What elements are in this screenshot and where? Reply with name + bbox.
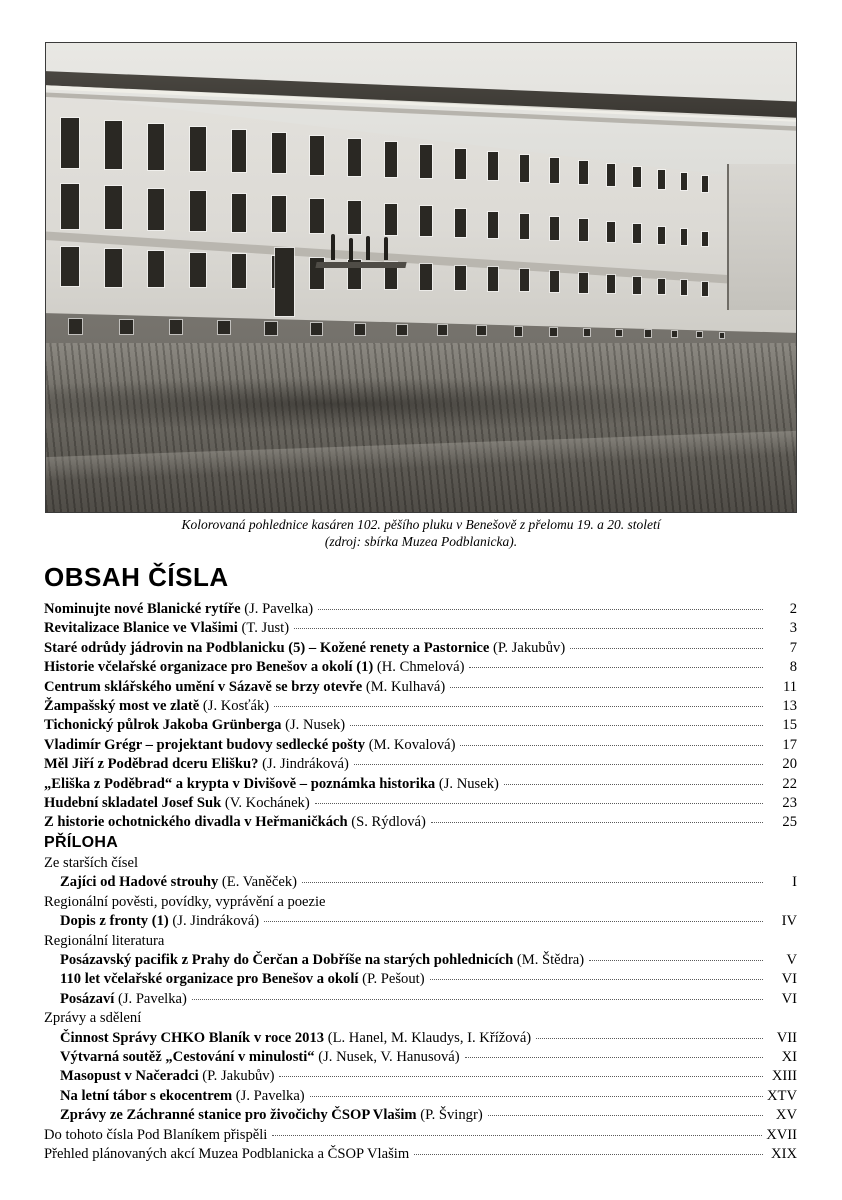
toc-entry-title: Činnost Správy CHKO Blaník v roce 2013: [60, 1029, 325, 1046]
people-group: [331, 234, 399, 259]
facade-window: [385, 142, 397, 177]
dot-leader: [450, 687, 763, 688]
appendix-category-label: Regionální pověsti, povídky, vyprávění a poezie: [44, 893, 326, 910]
dot-leader: [465, 1057, 763, 1058]
toc-entry-text: [44, 716, 345, 735]
basement-window: [355, 324, 365, 335]
toc-entry-title: Centrum sklářského umění v Sázavě se brzy otevře: [44, 678, 363, 695]
photo-frame: [45, 42, 797, 513]
basement-window: [477, 326, 485, 335]
toc-entry-author: (J. Jindráková): [258, 756, 349, 773]
facade-window: [232, 254, 247, 287]
toc-entry-author: (J. Kosťák): [199, 698, 270, 715]
entrance-steps: [315, 262, 406, 268]
basement-window: [397, 325, 406, 335]
toc-entry-text: [44, 813, 426, 832]
facade-window: [488, 267, 498, 290]
toc-entry-page-number: V: [786, 952, 797, 969]
toc-entry-title: Tichonický půlrok Jakoba Grünberga: [44, 717, 282, 734]
toc-entry[interactable]: [44, 990, 797, 1009]
toc-entry-page-number: XVII: [766, 1126, 797, 1143]
toc-entry-author: (V. Kochánek): [221, 795, 310, 812]
facade-window: [550, 271, 559, 292]
dot-leader: [264, 921, 763, 922]
facade-window: [190, 127, 206, 171]
facade-window: [607, 222, 615, 242]
facade-window: [232, 194, 247, 232]
dot-leader: [302, 882, 763, 883]
facade-window: [550, 158, 559, 183]
toc-entry[interactable]: [44, 658, 797, 677]
toc-entry-title: Do tohoto čísla Pod Blaníkem přispěli: [44, 1126, 268, 1143]
toc-entry-text: [60, 1067, 274, 1086]
toc-entry[interactable]: [44, 639, 797, 658]
toc-entry-text: [44, 658, 464, 677]
facade-window: [105, 249, 122, 287]
facade-window: [420, 145, 432, 178]
facade-window: [702, 232, 708, 247]
appendix-category-label: Ze starších čísel: [44, 855, 139, 871]
dot-leader: [274, 706, 763, 707]
dot-leader: [430, 979, 763, 980]
toc-entry[interactable]: [44, 951, 797, 970]
facade-window: [61, 118, 79, 169]
facade-window: [579, 161, 587, 185]
toc-entry-title: Masopust v Načeradci: [60, 1068, 199, 1085]
facade-window: [348, 139, 361, 175]
toc-entry[interactable]: [44, 912, 797, 931]
facade-window: [607, 164, 615, 186]
basement-window: [120, 320, 133, 334]
barracks-building: [46, 71, 796, 352]
toc-entry[interactable]: [44, 794, 797, 813]
toc-entry-page-number: IV: [781, 913, 797, 930]
toc-entry-text: [44, 1126, 267, 1145]
dot-leader: [272, 1135, 762, 1136]
facade-window: [658, 170, 665, 189]
toc-entry-page-number: VII: [776, 1029, 797, 1046]
basement-window: [218, 321, 230, 334]
toc-entry-title: Zprávy ze Záchranné stanice pro živočichy ČSOP Vlašim: [60, 1107, 417, 1124]
toc-entry[interactable]: [44, 873, 797, 892]
facade-window: [455, 149, 466, 180]
toc-entry-text: [60, 1048, 460, 1067]
facade-window: [148, 124, 164, 170]
facade-window: [579, 273, 587, 293]
toc-entry[interactable]: [44, 1087, 797, 1106]
toc-entry-title: Nominujte nové Blanické rytíře: [44, 601, 241, 617]
dot-leader: [414, 1154, 763, 1155]
dot-leader: [318, 609, 763, 610]
toc-entry[interactable]: [44, 1106, 797, 1125]
facade-window: [61, 184, 79, 229]
dot-leader: [310, 1096, 763, 1097]
facade-window: [148, 189, 164, 230]
toc-entry[interactable]: [44, 970, 797, 989]
toc-entry-title: Staré odrůdy jádrovin na Podblanicku (5) – Kožené renety a Pastornice: [44, 639, 490, 656]
toc-entry-author: (P. Jakubův): [489, 639, 566, 656]
dot-leader: [431, 822, 763, 823]
toc-entry-text: [44, 639, 565, 658]
toc-entry-author: (H. Chmelová): [373, 659, 465, 676]
toc-entry-title: Historie včelařské organizace pro Benešov a okolí (1): [44, 659, 374, 676]
dot-leader: [570, 648, 763, 649]
toc-entry-text: [60, 970, 425, 989]
facade-window: [105, 121, 122, 170]
toc-entry-author: (P. Švingr): [416, 1107, 483, 1124]
toc-entry-page-number: 23: [782, 795, 797, 812]
toc-entry-title: Výtvarná soutěž „Cestování v minulosti“: [60, 1049, 315, 1066]
facade-window: [633, 167, 640, 187]
header-photograph: [45, 42, 797, 513]
toc-entry-page-number: XTV: [767, 1087, 797, 1104]
dot-leader: [469, 667, 763, 668]
toc-entry-page-number: XIII: [771, 1068, 797, 1085]
building-end-wing: [727, 164, 797, 310]
toc-entry[interactable]: [44, 1029, 797, 1048]
toc-entry-page-number: XV: [775, 1107, 797, 1124]
facade-window: [455, 209, 466, 237]
facade-window: [658, 227, 665, 244]
facade-window: [310, 136, 323, 174]
toc-entry-title: Vladimír Grégr – projektant budovy sedlecké pošty: [44, 736, 366, 753]
dot-leader: [279, 1076, 763, 1077]
toc-entry-author: (J. Pavelka): [232, 1087, 305, 1104]
appendix-category-label: Regionální literatura: [44, 932, 165, 949]
toc-entry-page-number: 13: [782, 698, 797, 715]
toc-entry-author: (M. Štědra): [513, 952, 585, 969]
facade-window: [520, 214, 530, 239]
toc-entry-page-number: 17: [782, 736, 797, 753]
facade-window: [681, 173, 687, 190]
facade-window: [488, 152, 498, 181]
toc-entry-title: Zajíci od Hadové strouhy: [60, 874, 219, 891]
basement-window: [584, 329, 591, 336]
basement-window: [515, 327, 523, 336]
basement-window: [645, 330, 650, 336]
facade-window: [633, 277, 640, 294]
toc-entry-text: [60, 912, 259, 931]
facade-window: [272, 133, 286, 173]
facade-window: [702, 282, 708, 296]
toc-entry-title: Revitalizace Blanice ve Vlašimi: [44, 620, 238, 637]
toc-entry-author: (S. Rýdlová): [347, 814, 426, 831]
photo-caption: [45, 516, 797, 550]
dot-leader: [589, 960, 763, 961]
appendix-section: [44, 834, 797, 1165]
facade-window: [148, 251, 164, 287]
ground-highlight: [46, 431, 796, 481]
dot-leader: [488, 1115, 763, 1116]
toc-entry-page-number: 8: [789, 659, 797, 676]
dot-leader: [350, 725, 763, 726]
toc-entry-page-number: 25: [782, 814, 797, 831]
facade-window: [61, 247, 79, 286]
facade-window: [190, 191, 206, 231]
toc-entry-page-number: VI: [781, 971, 797, 988]
facade-window: [658, 279, 665, 295]
toc-entry-text: [44, 678, 445, 697]
toc-entry-author: (J. Nusek, V. Hanusová): [314, 1049, 460, 1066]
toc-entry-text: [44, 794, 310, 813]
toc-entry-title: Hudební skladatel Josef Suk: [44, 795, 222, 812]
facade-window: [420, 264, 432, 290]
toc-entry-title: Přehled plánovaných akcí Muzea Podblanicka a ČSOP Vlašim: [44, 1146, 410, 1163]
toc-entry-page-number: VI: [781, 990, 797, 1007]
dot-leader: [460, 745, 763, 746]
photo-foreground-ground: [46, 343, 796, 512]
appendix-heading: PŘÍLOHA: [44, 834, 119, 851]
toc-entry-author: (J. Nusek): [281, 717, 346, 734]
dot-leader: [192, 999, 763, 1000]
main-entrance-door: [275, 248, 294, 316]
toc-entry-page-number: 22: [782, 775, 797, 792]
toc-entry[interactable]: [44, 775, 797, 794]
facade-window: [702, 176, 708, 192]
toc-entry-author: (J. Nusek): [435, 775, 499, 792]
toc-entry-text: [44, 1145, 409, 1164]
toc-entry[interactable]: [44, 755, 797, 774]
toc-entry-page-number: 2: [789, 601, 797, 617]
dot-leader: [354, 764, 763, 765]
toc-entry-page-number: 11: [782, 678, 797, 695]
dot-leader: [504, 784, 763, 785]
toc-entry-author: (J. Pavelka): [114, 990, 187, 1007]
basement-window: [311, 323, 322, 335]
basement-window: [265, 322, 276, 334]
toc-entry-page-number: XI: [781, 1049, 797, 1066]
facade-window: [272, 196, 286, 232]
toc-entry-author: (J. Jindráková): [168, 913, 260, 930]
basement-window: [438, 325, 447, 335]
toc-entry-page-number: I: [792, 874, 797, 891]
toc-entry-page-number: XIX: [771, 1146, 797, 1163]
toc-entry-author: (E. Vaněček): [218, 874, 298, 891]
toc-entry-title: Posázavský pacifik z Prahy do Čerčan a Dobříše na starých pohlednicích: [60, 952, 514, 969]
toc-entry[interactable]: [44, 813, 797, 832]
toc-entry-text: [44, 755, 349, 774]
toc-entry-text: [44, 600, 313, 619]
toc-entry-author: (M. Kovalová): [365, 736, 456, 753]
facade-window: [488, 212, 498, 238]
table-of-contents: [44, 600, 797, 833]
toc-entry-title: Posázaví: [60, 990, 115, 1007]
facade-window: [310, 199, 323, 233]
facade-window: [190, 253, 206, 288]
toc-entry-title: Dopis z fronty (1): [60, 913, 169, 930]
basement-window: [69, 319, 83, 334]
toc-entry-text: [44, 619, 289, 638]
facade-window: [681, 280, 687, 295]
toc-entry-author: (M. Kulhavá): [362, 678, 446, 695]
toc-entry-text: [44, 775, 499, 794]
facade-window: [681, 229, 687, 245]
basement-window: [720, 333, 724, 338]
basement-window: [170, 320, 183, 334]
toc-entry[interactable]: [44, 600, 797, 619]
toc-entry-text: [60, 990, 187, 1009]
toc-entry-page-number: 15: [782, 717, 797, 734]
toc-entry-text: [60, 1029, 531, 1048]
toc-entry-text: [44, 736, 455, 755]
toc-entry-title: 110 let včelařské organizace pro Benešov a okolí: [60, 971, 359, 988]
toc-entry-text: [60, 873, 297, 892]
dot-leader: [315, 803, 763, 804]
toc-entry-title: Žampašský most ve zlatě: [44, 698, 200, 715]
toc-entry-author: (P. Pešout): [358, 971, 425, 988]
basement-window: [550, 328, 557, 336]
toc-entry-title: „Eliška z Poděbrad“ a krypta v Divišově – poznámka historika: [44, 775, 436, 792]
toc-entry[interactable]: [44, 1048, 797, 1067]
photo-caption-line-1: Kolorovaná pohlednice kasáren 102. pěšího pluku v Benešově z přelomu 19. a 20. století: [181, 517, 661, 532]
toc-entry-page-number: 7: [789, 639, 797, 656]
facade-window: [633, 224, 640, 243]
toc-entry-text: [60, 1087, 305, 1106]
dot-leader: [536, 1038, 763, 1039]
facade-window: [105, 186, 122, 229]
toc-entry-text: [44, 697, 269, 716]
facade-window: [550, 217, 559, 240]
toc-entry-title: Měl Jiří z Poděbrad dceru Elišku?: [44, 756, 259, 773]
toc-entry-author: (L. Hanel, M. Klaudys, I. Křížová): [324, 1029, 532, 1046]
facade-window: [232, 130, 247, 172]
toc-entry-title: Z historie ochotnického divadla v Heřmaničkách: [44, 814, 348, 831]
facade-window: [385, 204, 397, 235]
toc-entry[interactable]: [44, 678, 797, 697]
toc-entry-text: [60, 951, 584, 970]
basement-window: [672, 331, 677, 337]
toc-entry-text: [60, 1106, 483, 1125]
photo-caption-line-2: (zdroj: sbírka Muzea Podblanicka).: [324, 534, 518, 549]
toc-entry[interactable]: [44, 697, 797, 716]
toc-entry-title: Na letní tábor s ekocentrem: [60, 1087, 233, 1104]
toc-entry[interactable]: [44, 1126, 797, 1145]
toc-entry-page-number: 20: [782, 756, 797, 773]
facade-window: [607, 275, 615, 293]
dot-leader: [294, 628, 763, 629]
facade-window: [420, 206, 432, 235]
toc-entry[interactable]: [44, 1145, 797, 1164]
toc-entry-author: (P. Jakubův): [198, 1068, 275, 1085]
toc-entry[interactable]: [44, 716, 797, 735]
toc-entry-page-number: 3: [789, 620, 797, 637]
facade-window: [455, 266, 466, 291]
toc-entry-author: (J. Pavelka): [240, 601, 314, 617]
basement-window: [616, 330, 622, 337]
facade-window: [579, 219, 587, 241]
toc-entry-author: (T. Just): [237, 620, 290, 637]
basement-window: [697, 332, 701, 337]
facade-window: [520, 155, 530, 182]
facade-window: [520, 269, 530, 291]
facade-window: [348, 201, 361, 234]
contents-heading: OBSAH ČÍSLA: [44, 562, 229, 592]
toc-entry[interactable]: [44, 736, 797, 755]
toc-entry[interactable]: [44, 619, 797, 638]
appendix-category-label: Zprávy a sdělení: [44, 1010, 142, 1027]
toc-entry[interactable]: [44, 1067, 797, 1086]
